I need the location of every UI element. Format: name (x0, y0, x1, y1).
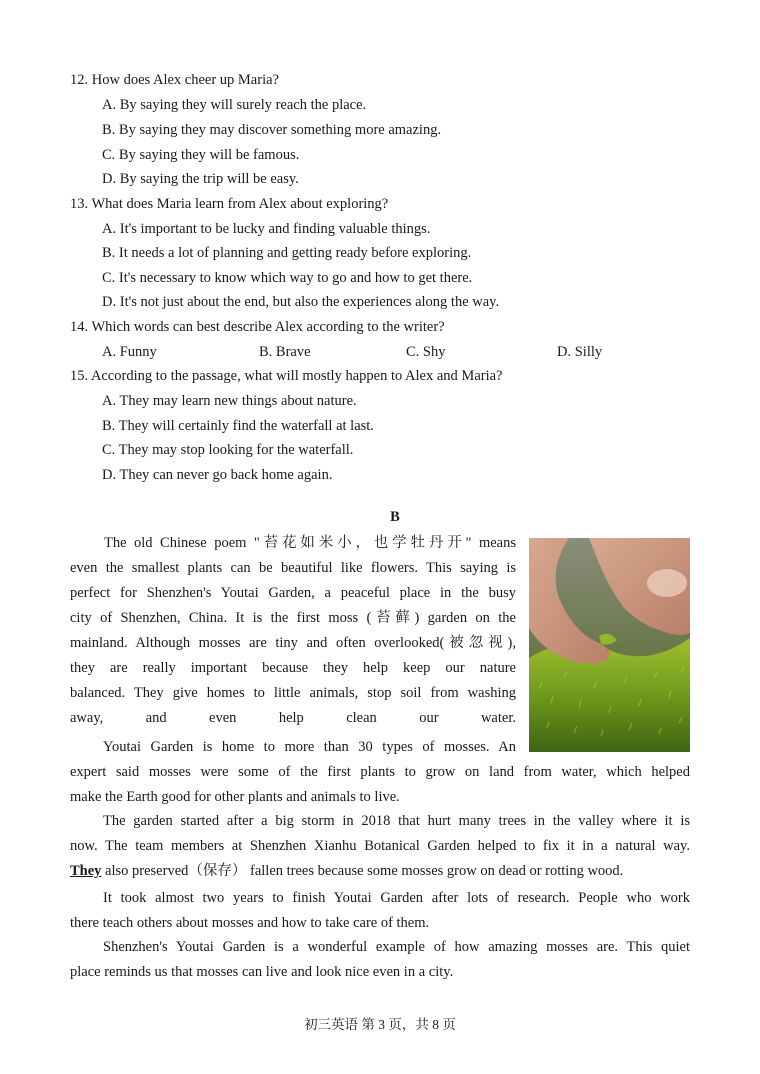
option-c: C. They may stop looking for the waterfall. (102, 442, 354, 458)
option-b: B. By saying they may discover something more amazing. (102, 122, 442, 138)
option-c: C. Shy (406, 344, 446, 360)
option-a: A. They may learn new things about nature. (102, 393, 357, 409)
page-footer: 初三英语 第 3 页，共 8 页 (304, 1017, 456, 1032)
option-c: C. By saying they will be famous. (102, 147, 300, 163)
paragraph-4: It took almost two years to finish Youtai Garden after lots of research. People who work there teach others about mosses and how to take care of them. (70, 890, 690, 931)
paragraph-3: The garden started after a big storm in 2018 that hurt many trees in the valley where it is now. The team members at Shenzhen Xianhu Botanical Garden helped to fix it in a natural way. They also preserved（保存） fallen trees because some mosses grow on dead or rotting wood. (70, 813, 690, 879)
option-d: D. By saying the trip will be easy. (102, 171, 299, 187)
question-stem: 13. What does Maria learn from Alex about exploring? (70, 196, 389, 212)
question-stem: 14. Which words can best describe Alex according to the writer? (70, 319, 445, 335)
option-c: C. It's necessary to know which way to go and how to get there. (102, 270, 473, 286)
moss-photo (529, 538, 690, 752)
option-a: A. It's important to be lucky and finding valuable things. (102, 221, 431, 237)
paragraph-2: Youtai Garden is home to more than 30 types of mosses. An expert said mosses were some of the first plants to grow on land from water, which helped make the Earth good for other plants and animals to live. (70, 739, 690, 805)
underlined-word: They (70, 863, 102, 879)
option-d: D. Silly (557, 344, 603, 360)
option-a: A. Funny (102, 344, 157, 360)
question-stem: 12. How does Alex cheer up Maria? (70, 72, 279, 88)
option-b: B. They will certainly find the waterfall at last. (102, 418, 374, 434)
option-b: B. It needs a lot of planning and getting ready before exploring. (102, 245, 472, 261)
option-d: D. It's not just about the end, but also the experiences along the way. (102, 294, 500, 310)
paragraph-1: The old Chinese poem "苔花如米小，也学牡丹开" means even the smallest plants can be beautiful like flowers. This saying is perfect for Shenzhen's Youtai Garden, a peaceful place in the busy city of Shenzhen, China. It is the first moss (苔藓) garden on the mainland. Although mosses are tiny and often overlooked(被忽视), they are really important because they help keep our nature balanced. They give homes to little animals, stop soil from washing away, and even help clean our water. (70, 535, 516, 726)
section-title: B (390, 509, 400, 525)
option-d: D. They can never go back home again. (102, 467, 333, 483)
question-stem: 15. According to the passage, what will mostly happen to Alex and Maria? (70, 368, 503, 384)
option-a: A. By saying they will surely reach the place. (102, 97, 367, 113)
option-b: B. Brave (259, 344, 311, 360)
paragraph-5: Shenzhen's Youtai Garden is a wonderful example of how amazing mosses are. This quiet place reminds us that mosses can live and look nice even in a city. (70, 939, 690, 980)
